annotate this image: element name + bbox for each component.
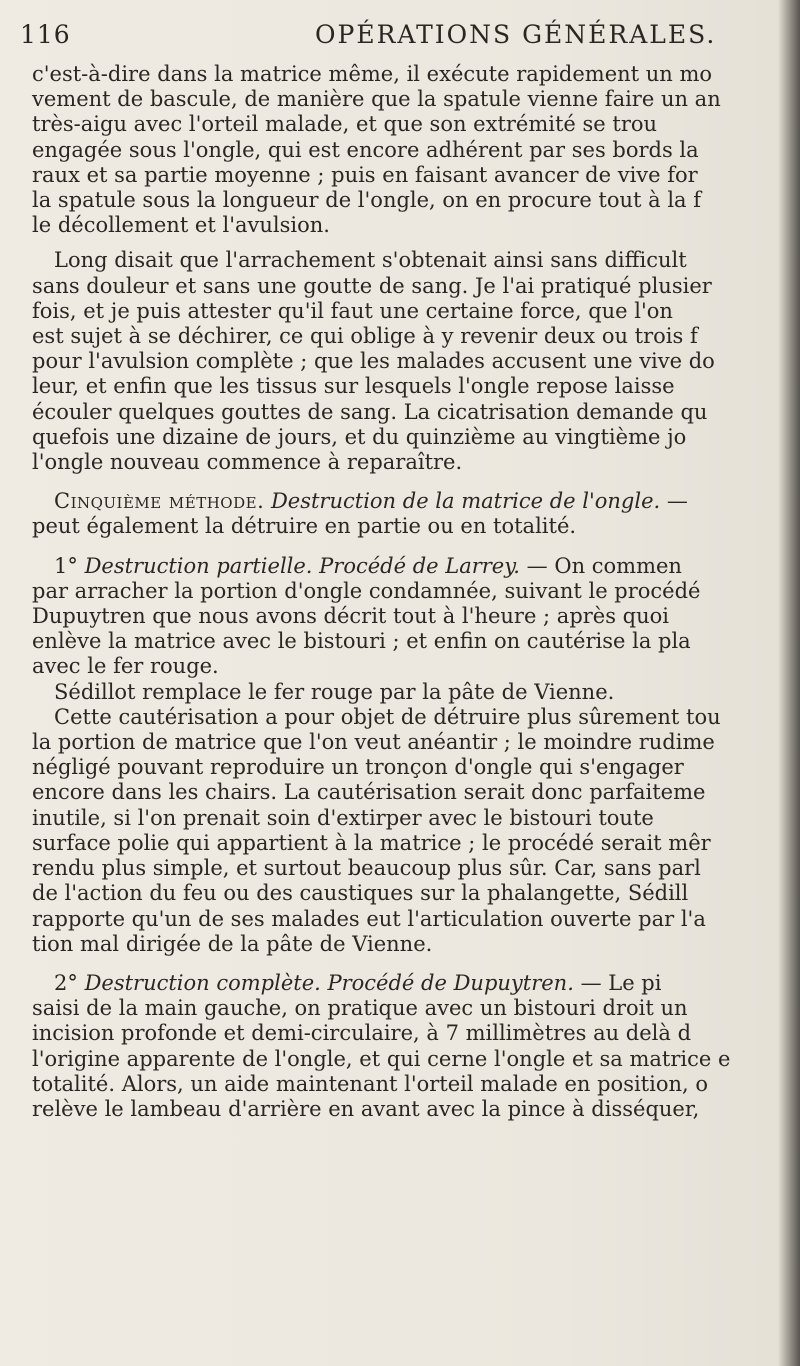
list-marker: 1° (54, 553, 78, 578)
section-title: Destruction partielle. Procédé de Larrey. (84, 553, 520, 578)
text-line: est sujet à se déchirer, ce qui oblige à y revenir deux ou trois f (32, 324, 698, 349)
text-line: raux et sa partie moyenne ; puis en faisant avancer de vive for (32, 162, 698, 187)
text-line: de l'action du feu ou des caustiques sur la phalangette, Sédill (32, 881, 689, 906)
text-line: peut également la détruire en partie ou en totalité. (32, 514, 577, 539)
text-line: Sédillot remplace le fer rouge par la pâte de Vienne. (54, 679, 615, 704)
text-line: avec le fer rouge. (32, 654, 219, 679)
text-line: sans douleur et sans une goutte de sang. Je l'ai pratiqué plusier (32, 273, 712, 298)
text-line: le décollement et l'avulsion. (32, 213, 330, 238)
text-line: relève le lambeau d'arrière en avant avec la pince à disséquer, (32, 1096, 700, 1121)
text-line: vement de bascule, de manière que la spatule vienne faire un an (32, 87, 721, 112)
text-line: incision profonde et demi-circulaire, à 7 millimètres au delà d (32, 1021, 692, 1046)
text-line: Long disait que l'arrachement s'obtenait ainsi sans difficult (54, 248, 687, 273)
text-line: écouler quelques gouttes de sang. La cicatrisation demande qu (32, 399, 708, 424)
text-line: pour l'avulsion complète ; que les malades accusent une vive do (32, 349, 715, 374)
text-line: totalité. Alors, un aide maintenant l'orteil malade en position, o (32, 1071, 708, 1096)
text-fragment: — Le pi (580, 970, 662, 995)
page-header (20, 20, 780, 52)
paragraph-sedillot (32, 680, 800, 705)
text-line: fois, et je puis attester qu'il faut une certaine force, que l'on (32, 298, 673, 323)
list-marker: 2° (54, 970, 78, 995)
text-line: Dupuytren que nous avons décrit tout à l'heure ; après quoi (32, 604, 670, 629)
text-line: l'ongle nouveau commence à reparaître. (32, 450, 463, 475)
body-text (32, 62, 800, 1122)
text-line: quefois une dizaine de jours, et du quinzième au vingtième jo (32, 424, 687, 449)
text-line: Cette cautérisation a pour objet de détruire plus sûrement tou (54, 704, 721, 729)
text-line: surface polie qui appartient à la matrice ; le procédé serait mêr (32, 830, 711, 855)
text-line: engagée sous l'ongle, qui est encore adhérent par ses bords la (32, 137, 699, 162)
text-line (32, 554, 800, 579)
page-number: 116 (20, 20, 71, 49)
text-line: la spatule sous la longueur de l'ongle, on en procure tout à la f (32, 188, 702, 213)
text-line: saisi de la main gauche, on pratique avec un bistouri droit un (32, 996, 688, 1021)
section-title: Destruction de la matrice de l'ongle. (270, 489, 661, 514)
text-line: négligé pouvant reproduire un tronçon d'ongle qui s'engager (32, 755, 684, 780)
running-head: OPÉRATIONS GÉNÉRALES. (315, 20, 717, 49)
text-line (32, 971, 800, 996)
text-line: rapporte qu'un de ses malades eut l'articulation ouverte par l'a (32, 906, 706, 931)
section-heading: Cinquième méthode. (54, 489, 265, 514)
paragraph-partial-destruction (32, 554, 800, 680)
section-title: Destruction complète. Procédé de Dupuytren. (84, 970, 574, 995)
text-fragment: — (666, 489, 688, 514)
text-line: la portion de matrice que l'on veut anéantir ; le moindre rudime (32, 730, 715, 755)
text-line: tion mal dirigée de la pâte de Vienne. (32, 931, 433, 956)
text-line: leur, et enfin que les tissus sur lesquels l'ongle repose laisse (32, 374, 675, 399)
paragraph-2 (32, 248, 800, 475)
paragraph-1 (32, 62, 800, 238)
text-line: c'est-à-dire dans la matrice même, il exécute rapidement un mo (32, 62, 713, 86)
text-line: encore dans les chairs. La cautérisation serait donc parfaiteme (32, 780, 706, 805)
text-line: enlève la matrice avec le bistouri ; et enfin on cautérise la pla (32, 629, 691, 654)
paragraph-complete-destruction (32, 971, 800, 1122)
text-line: rendu plus simple, et surtout beaucoup plus sûr. Car, sans parl (32, 856, 701, 881)
text-line: l'origine apparente de l'ongle, et qui cerne l'ongle et sa matrice e (32, 1046, 731, 1071)
text-line (32, 489, 800, 514)
paragraph-method-5 (32, 489, 800, 539)
paragraph-cauterisation (32, 705, 800, 957)
text-line: par arracher la portion d'ongle condamnée, suivant le procédé (32, 578, 701, 603)
text-line: très-aigu avec l'orteil malade, et que son extrémité se trou (32, 112, 658, 137)
text-fragment: — On commen (526, 553, 682, 578)
text-line: inutile, si l'on prenait soin d'extirper avec le bistouri toute (32, 805, 654, 830)
